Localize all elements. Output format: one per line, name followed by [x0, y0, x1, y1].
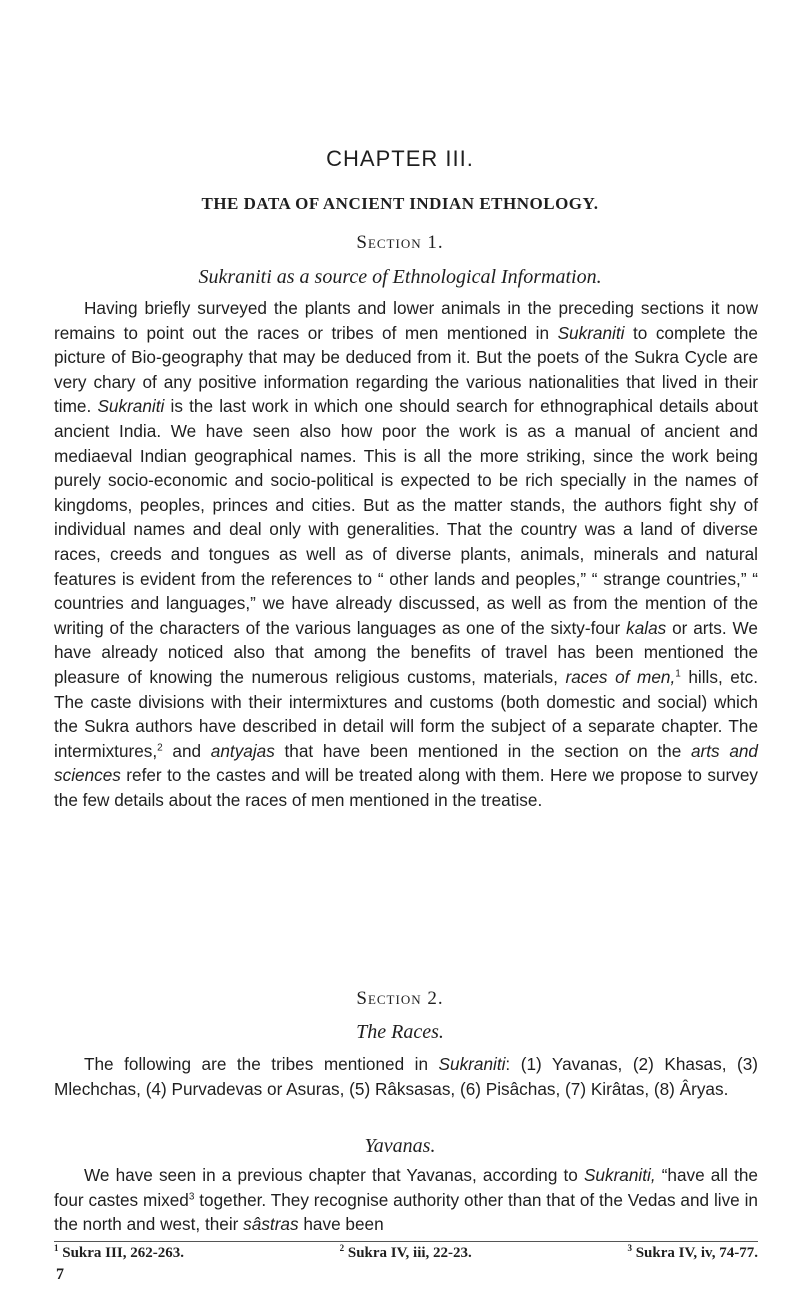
chapter-title: THE DATA OF ANCIENT INDIAN ETHNOLOGY. [201, 194, 599, 213]
section-1-paragraph: Having briefly surveyed the plants and lower animals in the preceding sections it now remains to point out the races or tribes of men mentioned in Sukraniti to complete the picture of Bio-geography that may be deduced from it. But the poets of the Sukra Cycle are very chary of any positive information regarding the various nationalities that lived in their time. Sukraniti is the last work in which one should search for ethnographical details about ancient India. We have seen also how poor the work is as a manual of ancient and mediaeval Indian geographical names. This is all the more striking, since the work being purely socio-economic and socio-political is expected to be rich specially in the names of kingdoms, peoples, princes and cities. But as the matter stands, the authors fight shy of individual names and deal only with generalities. That the country was a land of diverse races, creeds and tongues as well as of diverse plants, animals, minerals and natural features is evident from the references to “ other lands and peoples,” “ strange countries,” “ countries and languages,” we have already discussed, as well as from the mention of the writing of the characters of the various languages as one of the sixty-four kalas or arts. We have already noticed also that among the benefits of travel has been mentioned the pleasure of knowing the numerous religious customs, materials, races of men,$^1$ hills, etc. The caste divisions with their intermixtures and customs (both domestic and social) which the Sukra authors have described in detail will form the subject of a separate chapter. The intermixtures,$^2$ and antyajas that have been mentioned in the section on the arts and sciences refer to the castes and will be treated along with them. Here we propose to survey the few details about the races of men mentioned in the treatise. [54, 298, 759, 810]
section-2-paragraph: The following are the tribes mentioned in Sukraniti: (1) Yavanas, (2) Khasas, (3) Mlechchas, (4) Purvadevas or Asuras, (5) Râksasas, (6) Pisâchas, (7) Kirâtas, (8) Âryas. [54, 1054, 758, 1099]
yavanas-paragraph: We have seen in a previous chapter that Yavanas, according to Sukraniti, “have all the four castes mixed$^3$ together. They recognise authority other than that of the Vedas and live in the north and west, their sâstras have been [54, 1165, 758, 1235]
section-2-subheading: The Races. [356, 1021, 444, 1043]
section-1-heading: Section 1. [356, 232, 444, 253]
yavanas-subheading: Yavanas. [364, 1135, 436, 1157]
footnote-2: $^2$ Sukra IV, iii, 22-23. [339, 1243, 472, 1261]
footnote-3: $^3$ Sukra IV, iv, 74-77. [627, 1243, 758, 1261]
section-2-heading: Section 2. [356, 988, 444, 1009]
footnotes [54, 1245, 758, 1262]
footnote-1: $^1$ Sukra III, 262-263. [54, 1243, 184, 1261]
page-number: 7 [56, 1266, 64, 1283]
footnote-rule [54, 1241, 758, 1242]
chapter-heading: CHAPTER III. [326, 146, 474, 171]
section-1-subheading: Sukraniti as a source of Ethnological Information. [198, 266, 602, 288]
